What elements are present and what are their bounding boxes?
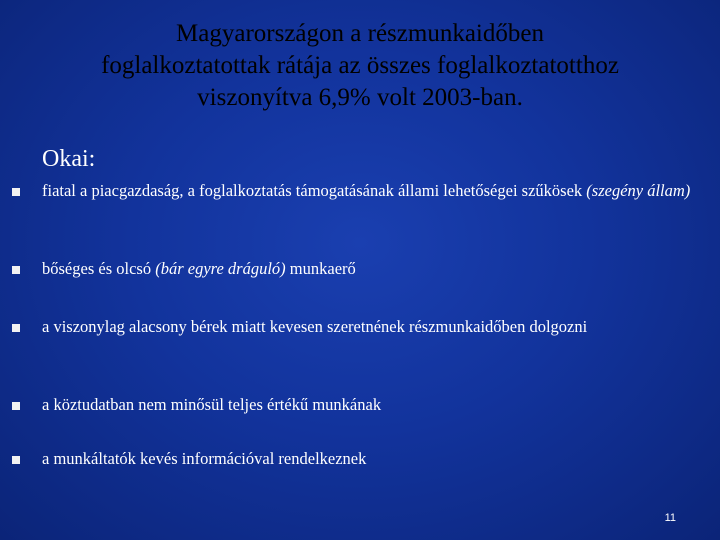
bullet-item (12, 180, 702, 202)
square-bullet-icon (12, 266, 20, 274)
page-number: 11 (664, 512, 676, 524)
title-line: foglalkoztatottak rátája az összes foglalkoztatotthoz (101, 52, 619, 79)
bullet-text: fiatal a piacgazdaság, a foglalkoztatás támogatásának állami lehetőségei szűkösek (szegény állam) (42, 181, 691, 200)
slide-title (20, 18, 700, 114)
square-bullet-icon (12, 456, 20, 464)
bullet-text: a viszonylag alacsony bérek miatt kevesen szeretnének részmunkaidőben dolgozni (42, 317, 588, 336)
bullet-text: a munkáltatók kevés információval rendelkeznek (42, 449, 367, 468)
bullet-text: a köztudatban nem minősül teljes értékű munkának (42, 395, 382, 414)
bullet-emphasis: (bár egyre dráguló) (155, 259, 286, 278)
square-bullet-icon (12, 324, 20, 332)
bullet-item (12, 448, 702, 470)
square-bullet-icon (12, 402, 20, 410)
bullet-item (12, 258, 702, 280)
title-line: Magyarországon a részmunkaidőben (176, 20, 544, 47)
title-line: viszonyítva 6,9% volt 2003-ban. (197, 84, 523, 111)
bullet-item (12, 394, 702, 416)
bullet-emphasis: (szegény állam) (586, 181, 691, 200)
subheading: Okai: (42, 146, 96, 172)
bullet-text: bőséges és olcsó (bár egyre dráguló) munkaerő (42, 259, 356, 278)
bullet-item (12, 316, 702, 338)
square-bullet-icon (12, 188, 20, 196)
